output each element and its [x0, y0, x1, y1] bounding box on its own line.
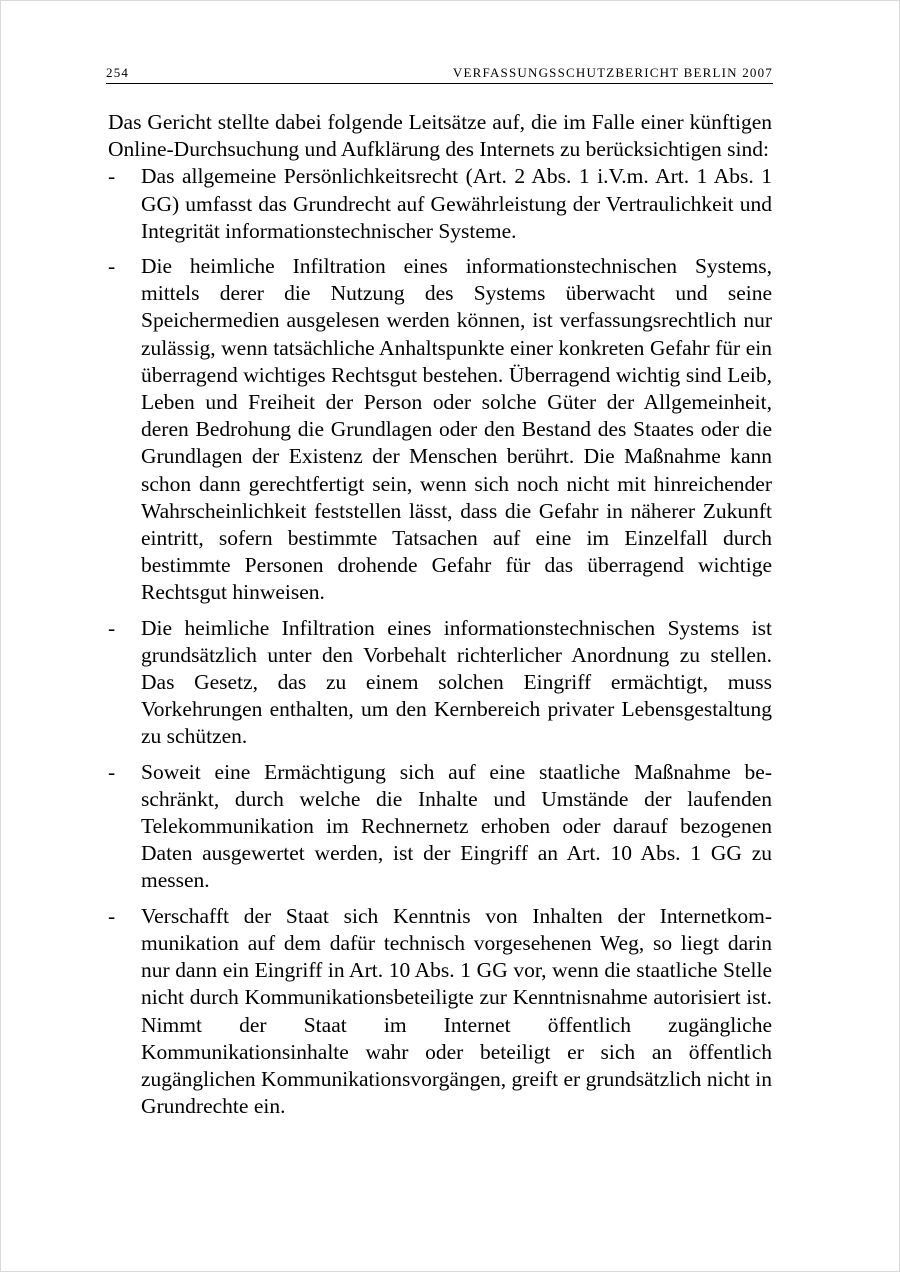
list-item-text: Die heimliche Infiltration eines informationstechnischen Systems, mittels derer die Nutzung des Systems überwacht und seine Speichermedien ausgelesen werden können, ist verfassungsrechtlich nur zulässig, wenn tatsächliche Anhaltspunkte einer konkreten Gefahr für ein überragend wichtiges Rechtsgut bestehen. Überragend wichtig sind Leib, Leben und Freiheit der Person oder solche Güter der Allgemeinheit, deren Bedrohung die Grundlagen oder den Bestand des Staates oder die Grundlagen der Existenz der Menschen berührt. Die Maßnahme kann schon dann gerechtfertigt sein, wenn sich noch nicht mit hinreichender Wahrscheinlichkeit feststellen lässt, dass die Gefahr in näherer Zukunft eintritt, sofern bestimmte Tatsachen auf eine im Einzelfall durch bestimmte Personen drohende Gefahr für das überragend wichtige Rechtsgut hinweisen.: [141, 254, 772, 605]
list-item: [108, 759, 772, 895]
main-text: [108, 109, 772, 1120]
guiding-principles-list: [108, 163, 772, 1120]
list-item-text: Die heimliche Infiltration eines informationstechnischen Systems ist grundsätzlich unter den Vorbehalt richterlicher Anordnung zu stellen. Das Gesetz, das zu einem solchen Eingriff ermächtigt, muss Vorkehrungen enthalten, um den Kernbereich privater Lebensgestaltung zu schützen.: [141, 615, 772, 749]
list-item: [108, 253, 772, 607]
list-item: [108, 903, 772, 1121]
list-item-text: Verschafft der Staat sich Kenntnis von Inhalten der Internetkommunikation auf dem dafür technisch vorgesehenen Weg, so liegt darin nur dann ein Eingriff in Art. 10 Abs. 1 GG vor, wenn die staatliche Stelle nicht durch Kommunikationsbeteiligte zur Kenntnisnahme autorisiert ist. Nimmt der Staat im Internet öffentlich zugängliche Kommunikationsinhalte wahr oder beteiligt er sich an öffentlich zugänglichen Kommunikationsvorgängen, greift er grundsätzlich nicht in Grundrechte ein.: [141, 903, 772, 1119]
dash-bullet: -: [108, 254, 116, 279]
running-header: [106, 65, 773, 84]
dash-bullet: -: [108, 615, 116, 640]
dash-bullet: -: [108, 759, 116, 784]
list-item: [108, 163, 772, 245]
page-number: 254: [106, 65, 130, 80]
list-item-text: Soweit eine Ermächtigung sich auf eine staatliche Maßnahme beschränkt, durch welche die Inhalte und Umstände der laufenden Telekommunikation im Rechnernetz erhoben oder darauf bezogenen Daten ausgewertet werden, ist der Eingriff an Art. 10 Abs. 1 GG zu messen.: [141, 759, 772, 893]
list-item-text: Das allgemeine Persönlichkeitsrecht (Art. 2 Abs. 1 i.V.m. Art. 1 Abs. 1 GG) umfasst das Grundrecht auf Gewährleistung der Vertraulichkeit und Integrität informationstechnischer Systeme.: [141, 164, 772, 243]
dash-bullet: -: [108, 164, 116, 189]
dash-bullet: -: [108, 903, 116, 928]
intro-paragraph: Das Gericht stellte dabei folgende Leitsätze auf, die im Falle einer künftigen Online-Durchsuchung und Aufklärung des Internets zu berücksichtigen sind:: [108, 110, 772, 162]
header-title: VERFASSUNGSSCHUTZBERICHT BERLIN 2007: [452, 65, 773, 80]
list-item: [108, 615, 772, 751]
